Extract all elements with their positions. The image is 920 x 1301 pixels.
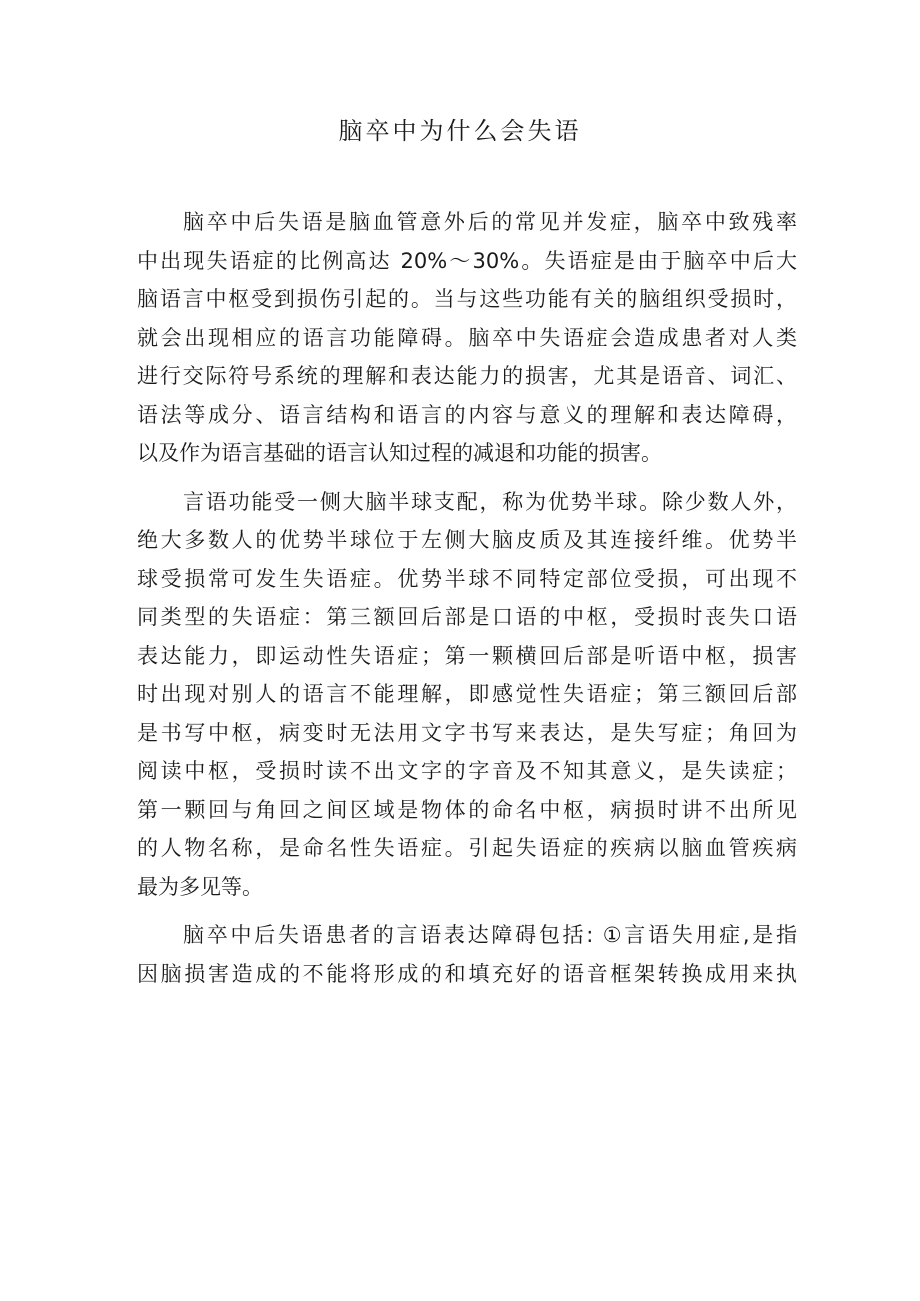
text-line: 是书写中枢，病变时无法用文字书写来表达，是失写症；角回为 <box>137 720 797 745</box>
text-line: 球受损常可发生失语症。优势半球不同特定部位受损，可出现不 <box>137 566 797 591</box>
text-line: 就会出现相应的语言功能障碍。脑卒中失语症会造成患者对人类 <box>137 325 797 350</box>
text-line: 时出现对别人的语言不能理解，即感觉性失语症；第三额回后部 <box>137 682 797 706</box>
text-line: 同类型的失语症：第三额回后部是口语的中枢，受损时丧失口语 <box>137 605 797 629</box>
text-line: 阅读中枢，受损时读不出文字的字音及不知其意义，是失读症； <box>137 759 797 783</box>
document-body <box>137 203 797 993</box>
text-line: 表达能力，即运动性失语症；第一颗横回后部是听语中枢，损害 <box>137 643 797 668</box>
text-line: 进行交际符号系统的理解和表达能力的损害，尤其是语音、词汇、 <box>137 364 797 388</box>
text-line: 以及作为语言基础的语言认知过程的减退和功能的损害。 <box>137 441 662 465</box>
paragraph-2 <box>137 483 797 907</box>
text-line: 脑卒中后失语是脑血管意外后的常见并发症，脑卒中致残率 <box>183 210 797 234</box>
text-line: 中出现失语症的比例高达 20%～30%。失语症是由于脑卒中后大 <box>137 248 797 273</box>
text-line: 语法等成分、语言结构和语言的内容与意义的理解和表达障碍， <box>137 402 797 427</box>
text-line: 因脑损害造成的不能将形成的和填充好的语音框架转换成用来执 <box>137 961 797 986</box>
text-line: 绝大多数人的优势半球位于左侧大脑皮质及其连接纤维。优势半 <box>137 528 797 552</box>
text-line: 言语功能受一侧大脑半球支配，称为优势半球。除少数人外， <box>183 489 797 514</box>
text-line: 第一颗回与角回之间区域是物体的命名中枢，病损时讲不出所见 <box>137 797 797 822</box>
text-line: 的人物名称，是命名性失语症。引起失语症的疾病以脑血管疾病 <box>137 836 797 860</box>
text-line: 脑卒中后失语患者的言语表达障碍包括: ①言语失用症,是指 <box>183 923 797 947</box>
document-title: 脑卒中为什么会失语 <box>338 117 582 145</box>
paragraph-1 <box>137 203 797 473</box>
text-line: 最为多见等。 <box>137 874 263 899</box>
text-line: 脑语言中枢受到损伤引起的。当与这些功能有关的脑组织受损时， <box>137 287 797 311</box>
paragraph-3 <box>137 916 797 993</box>
